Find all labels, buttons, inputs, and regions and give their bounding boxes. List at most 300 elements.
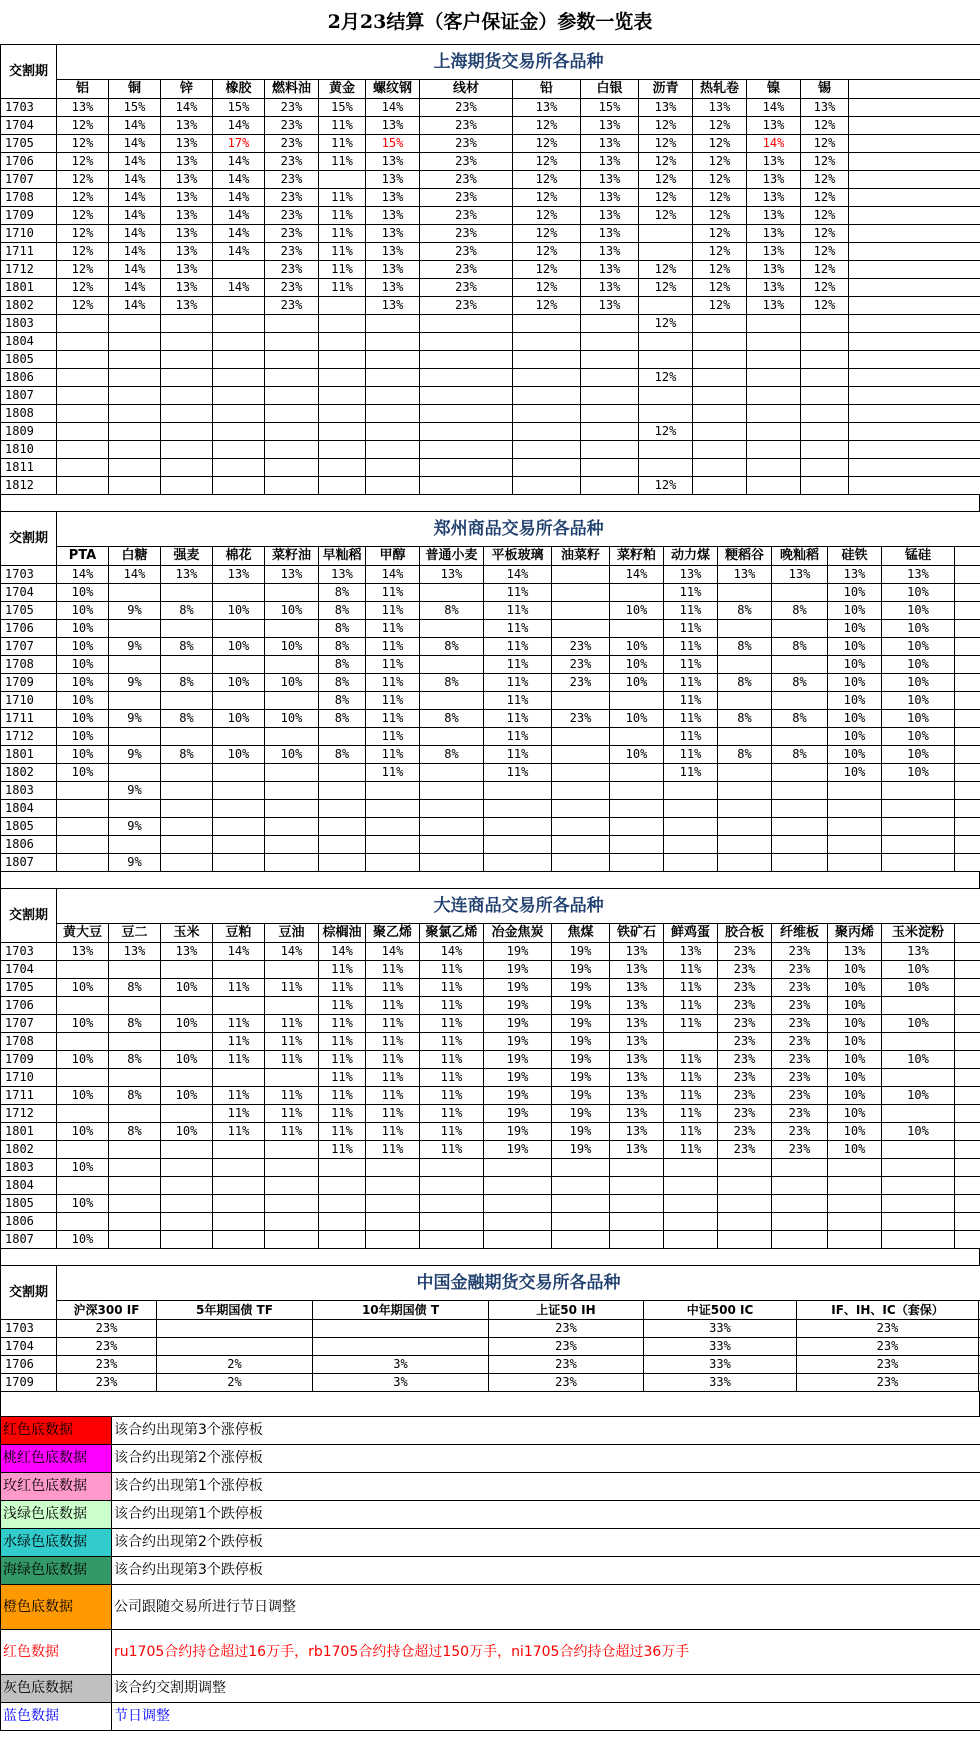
- dce-table-row: [1, 1195, 980, 1213]
- margin-cell: [718, 1231, 772, 1249]
- margin-cell: [747, 441, 801, 459]
- margin-cell: [693, 405, 747, 423]
- margin-cell: [664, 1231, 718, 1249]
- margin-cell: [552, 620, 610, 638]
- margin-cell: 23%: [718, 1015, 772, 1033]
- margin-cell: 8%: [420, 674, 484, 692]
- margin-cell: 13%: [747, 225, 801, 243]
- shfe-product-header: 铝: [57, 80, 109, 99]
- margin-cell: [772, 1231, 828, 1249]
- margin-cell: [552, 800, 610, 818]
- margin-cell: [213, 854, 265, 872]
- margin-cell: [882, 1141, 955, 1159]
- margin-cell: 10%: [213, 602, 265, 620]
- dce-spare-cell: [955, 924, 980, 943]
- shfe-table-row: [1, 297, 980, 315]
- margin-cell: [420, 818, 484, 836]
- margin-cell: [772, 836, 828, 854]
- margin-cell: 13%: [747, 153, 801, 171]
- margin-cell: [265, 961, 319, 979]
- margin-cell: 12%: [801, 279, 849, 297]
- margin-cell: [109, 961, 161, 979]
- dce-table-row: [1, 1051, 980, 1069]
- legend-swatch-label: 红色数据: [1, 1630, 112, 1675]
- margin-cell: 11%: [484, 620, 552, 638]
- margin-cell: [693, 351, 747, 369]
- margin-cell: 19%: [552, 979, 610, 997]
- margin-cell: 13%: [161, 297, 213, 315]
- margin-cell: [718, 1159, 772, 1177]
- margin-cell: 19%: [484, 961, 552, 979]
- czce-spare-cell: [955, 602, 980, 620]
- shfe-delivery-period-header: 交割期: [1, 45, 57, 99]
- margin-cell: 12%: [513, 153, 581, 171]
- margin-cell: [581, 351, 639, 369]
- margin-cell: 10%: [828, 1123, 882, 1141]
- shfe-table-row: [1, 405, 980, 423]
- margin-cell: 19%: [552, 961, 610, 979]
- margin-cell: 14%: [420, 943, 484, 961]
- legend-swatch-label: 浅绿色底数据: [1, 1501, 112, 1529]
- czce-table-row: [1, 638, 980, 656]
- margin-cell: 19%: [484, 1087, 552, 1105]
- margin-cell: [664, 1159, 718, 1177]
- dce-delivery-period-header: 交割期: [1, 889, 57, 943]
- margin-cell: 10%: [213, 674, 265, 692]
- margin-cell: [828, 800, 882, 818]
- margin-cell: [610, 782, 664, 800]
- margin-cell: 11%: [366, 1105, 420, 1123]
- czce-spare-cell: [955, 674, 980, 692]
- margin-cell: [484, 854, 552, 872]
- margin-cell: 10%: [828, 764, 882, 782]
- margin-cell: [552, 584, 610, 602]
- delivery-period: 1710: [1, 692, 57, 710]
- margin-cell: 11%: [265, 1051, 319, 1069]
- margin-cell: 10%: [828, 674, 882, 692]
- delivery-period: 1706: [1, 620, 57, 638]
- margin-cell: 23%: [420, 153, 513, 171]
- legend-row: [1, 1529, 980, 1557]
- margin-cell: 12%: [513, 261, 581, 279]
- margin-cell: 13%: [161, 261, 213, 279]
- shfe-spare-cell: [849, 333, 980, 351]
- margin-cell: [801, 387, 849, 405]
- margin-cell: [639, 333, 693, 351]
- czce-product-header: 硅铁: [828, 547, 882, 566]
- margin-cell: 11%: [366, 1051, 420, 1069]
- margin-cell: [109, 692, 161, 710]
- margin-cell: [213, 997, 265, 1015]
- margin-cell: [265, 1069, 319, 1087]
- delivery-period: 1803: [1, 1159, 57, 1177]
- margin-cell: 13%: [693, 99, 747, 117]
- margin-cell: 12%: [801, 243, 849, 261]
- margin-cell: 14%: [109, 207, 161, 225]
- margin-cell: 23%: [265, 171, 319, 189]
- margin-cell: 12%: [693, 225, 747, 243]
- margin-cell: [213, 1177, 265, 1195]
- margin-cell: [161, 1105, 213, 1123]
- dce-spare-cell: [955, 1069, 980, 1087]
- margin-cell: [718, 620, 772, 638]
- margin-cell: [57, 854, 109, 872]
- delivery-period: 1806: [1, 1213, 57, 1231]
- margin-cell: 23%: [552, 638, 610, 656]
- margin-cell: 19%: [484, 1105, 552, 1123]
- margin-cell: [747, 405, 801, 423]
- margin-cell: 33%: [644, 1356, 797, 1374]
- legend-description: 该合约出现第3个涨停板: [112, 1417, 980, 1445]
- delivery-period: 1707: [1, 638, 57, 656]
- margin-cell: 12%: [801, 225, 849, 243]
- exchange-tables: [0, 44, 980, 1731]
- margin-cell: 10%: [57, 1231, 109, 1249]
- margin-cell: 10%: [57, 656, 109, 674]
- margin-cell: [161, 728, 213, 746]
- margin-cell: 10%: [213, 710, 265, 728]
- shfe-table-row: [1, 441, 980, 459]
- margin-cell: [747, 459, 801, 477]
- dce-product-header: 聚氯乙烯: [420, 924, 484, 943]
- margin-cell: 8%: [109, 979, 161, 997]
- margin-cell: [366, 782, 420, 800]
- dce-table-row: [1, 1177, 980, 1195]
- margin-cell: 12%: [513, 279, 581, 297]
- margin-cell: 23%: [420, 279, 513, 297]
- legend-swatch-label: 桃红色底数据: [1, 1445, 112, 1473]
- margin-cell: [664, 1213, 718, 1231]
- delivery-period: 1711: [1, 243, 57, 261]
- margin-cell: 19%: [552, 1105, 610, 1123]
- margin-cell: 23%: [265, 117, 319, 135]
- margin-cell: [265, 1177, 319, 1195]
- margin-cell: 8%: [109, 1087, 161, 1105]
- margin-cell: [552, 836, 610, 854]
- margin-cell: [213, 441, 265, 459]
- margin-cell: 11%: [366, 674, 420, 692]
- delivery-period: 1801: [1, 746, 57, 764]
- dce-table-row: [1, 1105, 980, 1123]
- margin-cell: 12%: [693, 171, 747, 189]
- margin-cell: [161, 1159, 213, 1177]
- margin-cell: [366, 1159, 420, 1177]
- delivery-period: 1803: [1, 782, 57, 800]
- margin-cell: [581, 477, 639, 495]
- dce-product-header: 聚丙烯: [828, 924, 882, 943]
- margin-cell: 13%: [610, 1105, 664, 1123]
- margin-cell: [366, 1231, 420, 1249]
- shfe-product-header: 线材: [420, 80, 513, 99]
- margin-cell: 12%: [801, 297, 849, 315]
- margin-cell: 11%: [484, 710, 552, 728]
- margin-cell: [581, 315, 639, 333]
- margin-cell: 12%: [57, 117, 109, 135]
- margin-cell: 23%: [772, 1033, 828, 1051]
- margin-cell: [484, 1231, 552, 1249]
- margin-cell: 11%: [319, 261, 366, 279]
- margin-cell: [552, 764, 610, 782]
- margin-cell: 19%: [552, 1069, 610, 1087]
- cffex-table-row: [1, 1320, 980, 1338]
- margin-cell: [319, 333, 366, 351]
- margin-cell: [265, 818, 319, 836]
- margin-cell: 10%: [828, 979, 882, 997]
- margin-cell: [772, 1159, 828, 1177]
- margin-cell: [693, 369, 747, 387]
- margin-cell: [161, 620, 213, 638]
- margin-cell: 10%: [265, 746, 319, 764]
- margin-cell: 8%: [161, 746, 213, 764]
- dce-product-header: 鲜鸡蛋: [664, 924, 718, 943]
- margin-cell: [639, 387, 693, 405]
- margin-cell: 10%: [161, 1087, 213, 1105]
- margin-cell: [772, 620, 828, 638]
- margin-cell: [772, 1177, 828, 1195]
- margin-cell: [57, 405, 109, 423]
- margin-cell: 13%: [610, 943, 664, 961]
- margin-cell: 11%: [366, 620, 420, 638]
- margin-cell: 10%: [828, 656, 882, 674]
- margin-cell: 11%: [265, 1123, 319, 1141]
- margin-cell: [828, 1213, 882, 1231]
- margin-cell: 13%: [161, 225, 213, 243]
- delivery-period: 1811: [1, 459, 57, 477]
- margin-cell: [610, 692, 664, 710]
- margin-cell: 10%: [610, 656, 664, 674]
- shfe-product-header: 镍: [747, 80, 801, 99]
- margin-cell: 10%: [213, 638, 265, 656]
- shfe-spare-cell: [849, 189, 980, 207]
- margin-cell: 23%: [265, 261, 319, 279]
- czce-product-header: 甲醇: [366, 547, 420, 566]
- dce-product-header: 冶金焦炭: [484, 924, 552, 943]
- margin-cell: [319, 854, 366, 872]
- shfe-spare-cell: [849, 423, 980, 441]
- margin-cell: 23%: [489, 1356, 644, 1374]
- margin-cell: 13%: [366, 225, 420, 243]
- shfe-product-header: 螺纹钢: [366, 80, 420, 99]
- margin-cell: [639, 297, 693, 315]
- legend-swatch-label: 灰色底数据: [1, 1675, 112, 1703]
- margin-cell: 11%: [319, 1051, 366, 1069]
- margin-cell: [581, 459, 639, 477]
- margin-cell: 13%: [581, 243, 639, 261]
- margin-cell: [610, 764, 664, 782]
- margin-cell: 13%: [747, 261, 801, 279]
- margin-cell: [366, 441, 420, 459]
- margin-cell: 13%: [882, 943, 955, 961]
- margin-cell: [319, 1213, 366, 1231]
- margin-cell: [420, 441, 513, 459]
- margin-cell: [265, 854, 319, 872]
- margin-cell: 11%: [319, 135, 366, 153]
- margin-cell: [828, 818, 882, 836]
- margin-cell: 13%: [161, 279, 213, 297]
- margin-cell: 11%: [265, 1033, 319, 1051]
- margin-cell: [581, 333, 639, 351]
- margin-cell: [747, 315, 801, 333]
- margin-cell: [161, 836, 213, 854]
- margin-cell: [161, 423, 213, 441]
- margin-cell: 14%: [366, 566, 420, 584]
- margin-cell: 12%: [693, 279, 747, 297]
- cffex-product-header: 上证50 IH: [489, 1301, 644, 1320]
- margin-cell: [420, 854, 484, 872]
- margin-cell: 11%: [664, 692, 718, 710]
- czce-section-gap: [0, 872, 980, 888]
- margin-cell: 13%: [109, 943, 161, 961]
- delivery-period: 1806: [1, 836, 57, 854]
- margin-cell: [801, 459, 849, 477]
- margin-cell: [772, 818, 828, 836]
- margin-cell: 8%: [319, 656, 366, 674]
- margin-cell: 23%: [265, 99, 319, 117]
- shfe-spare-cell: [849, 441, 980, 459]
- margin-cell: 10%: [882, 656, 955, 674]
- margin-cell: 13%: [581, 225, 639, 243]
- margin-cell: 23%: [420, 243, 513, 261]
- margin-cell: [552, 728, 610, 746]
- margin-cell: 10%: [161, 1015, 213, 1033]
- margin-cell: [319, 764, 366, 782]
- margin-cell: [109, 333, 161, 351]
- delivery-period: 1707: [1, 171, 57, 189]
- margin-cell: [57, 1033, 109, 1051]
- margin-cell: 10%: [828, 728, 882, 746]
- margin-cell: [772, 656, 828, 674]
- margin-cell: [109, 387, 161, 405]
- margin-cell: 10%: [882, 1051, 955, 1069]
- margin-cell: [581, 405, 639, 423]
- margin-cell: [109, 656, 161, 674]
- dce-spare-cell: [955, 997, 980, 1015]
- delivery-period: 1804: [1, 1177, 57, 1195]
- margin-cell: 23%: [420, 171, 513, 189]
- margin-cell: 23%: [265, 243, 319, 261]
- margin-cell: 11%: [664, 710, 718, 728]
- margin-cell: [57, 441, 109, 459]
- margin-cell: [161, 459, 213, 477]
- margin-cell: 14%: [109, 171, 161, 189]
- czce-table-row: [1, 854, 980, 872]
- margin-cell: 13%: [610, 979, 664, 997]
- margin-cell: [610, 728, 664, 746]
- margin-cell: [420, 836, 484, 854]
- margin-cell: [747, 351, 801, 369]
- margin-cell: 11%: [664, 997, 718, 1015]
- margin-cell: [265, 387, 319, 405]
- margin-cell: 15%: [319, 99, 366, 117]
- margin-cell: 10%: [882, 961, 955, 979]
- delivery-period: 1709: [1, 1051, 57, 1069]
- margin-cell: 8%: [319, 638, 366, 656]
- margin-cell: [664, 1177, 718, 1195]
- margin-cell: [109, 1141, 161, 1159]
- delivery-period: 1706: [1, 153, 57, 171]
- czce-spare-cell: [955, 566, 980, 584]
- margin-cell: 13%: [828, 566, 882, 584]
- margin-cell: 11%: [664, 1105, 718, 1123]
- margin-cell: 8%: [319, 620, 366, 638]
- margin-cell: 8%: [319, 602, 366, 620]
- margin-cell: [109, 1159, 161, 1177]
- margin-cell: [319, 1195, 366, 1213]
- dce-spare-cell: [955, 1177, 980, 1195]
- margin-cell: 13%: [366, 261, 420, 279]
- margin-cell: [161, 1177, 213, 1195]
- margin-cell: 9%: [109, 746, 161, 764]
- dce-spare-cell: [955, 1051, 980, 1069]
- czce-spare-cell: [955, 728, 980, 746]
- czce-table-row: [1, 764, 980, 782]
- margin-cell: [213, 836, 265, 854]
- delivery-period: 1710: [1, 1069, 57, 1087]
- margin-cell: 8%: [718, 602, 772, 620]
- margin-cell: 11%: [484, 602, 552, 620]
- margin-cell: [664, 836, 718, 854]
- dce-table-row: [1, 1141, 980, 1159]
- margin-cell: [420, 315, 513, 333]
- margin-cell: 14%: [109, 189, 161, 207]
- margin-cell: 13%: [161, 189, 213, 207]
- margin-cell: [213, 387, 265, 405]
- margin-cell: 2%: [157, 1356, 313, 1374]
- margin-cell: 11%: [420, 1051, 484, 1069]
- delivery-period: 1807: [1, 1231, 57, 1249]
- margin-cell: 23%: [797, 1320, 979, 1338]
- margin-cell: 11%: [420, 1015, 484, 1033]
- dce-spare-cell: [955, 1231, 980, 1249]
- margin-cell: 10%: [828, 1015, 882, 1033]
- delivery-period: 1711: [1, 710, 57, 728]
- margin-cell: [366, 387, 420, 405]
- shfe-spare-cell: [849, 477, 980, 495]
- shfe-product-header: 白银: [581, 80, 639, 99]
- margin-cell: 11%: [319, 1069, 366, 1087]
- margin-cell: 11%: [213, 1087, 265, 1105]
- margin-cell: 11%: [664, 1051, 718, 1069]
- margin-cell: [213, 1159, 265, 1177]
- margin-cell: [718, 656, 772, 674]
- margin-cell: [109, 728, 161, 746]
- margin-cell: [57, 1105, 109, 1123]
- czce-table-row: [1, 656, 980, 674]
- margin-cell: 12%: [693, 207, 747, 225]
- margin-cell: 8%: [718, 710, 772, 728]
- margin-cell: 10%: [882, 602, 955, 620]
- margin-cell: 12%: [513, 207, 581, 225]
- margin-cell: 13%: [747, 189, 801, 207]
- margin-cell: [882, 1195, 955, 1213]
- margin-cell: [109, 351, 161, 369]
- dce-table-row: [1, 997, 980, 1015]
- margin-cell: 14%: [265, 943, 319, 961]
- legend-row: [1, 1557, 980, 1585]
- margin-cell: [828, 1231, 882, 1249]
- margin-cell: [319, 297, 366, 315]
- margin-cell: 10%: [57, 1087, 109, 1105]
- margin-cell: [57, 818, 109, 836]
- margin-cell: 12%: [639, 423, 693, 441]
- margin-cell: [57, 333, 109, 351]
- margin-cell: [882, 1033, 955, 1051]
- margin-cell: [420, 1195, 484, 1213]
- margin-cell: [639, 225, 693, 243]
- margin-cell: [366, 423, 420, 441]
- margin-cell: [161, 405, 213, 423]
- margin-cell: 23%: [420, 117, 513, 135]
